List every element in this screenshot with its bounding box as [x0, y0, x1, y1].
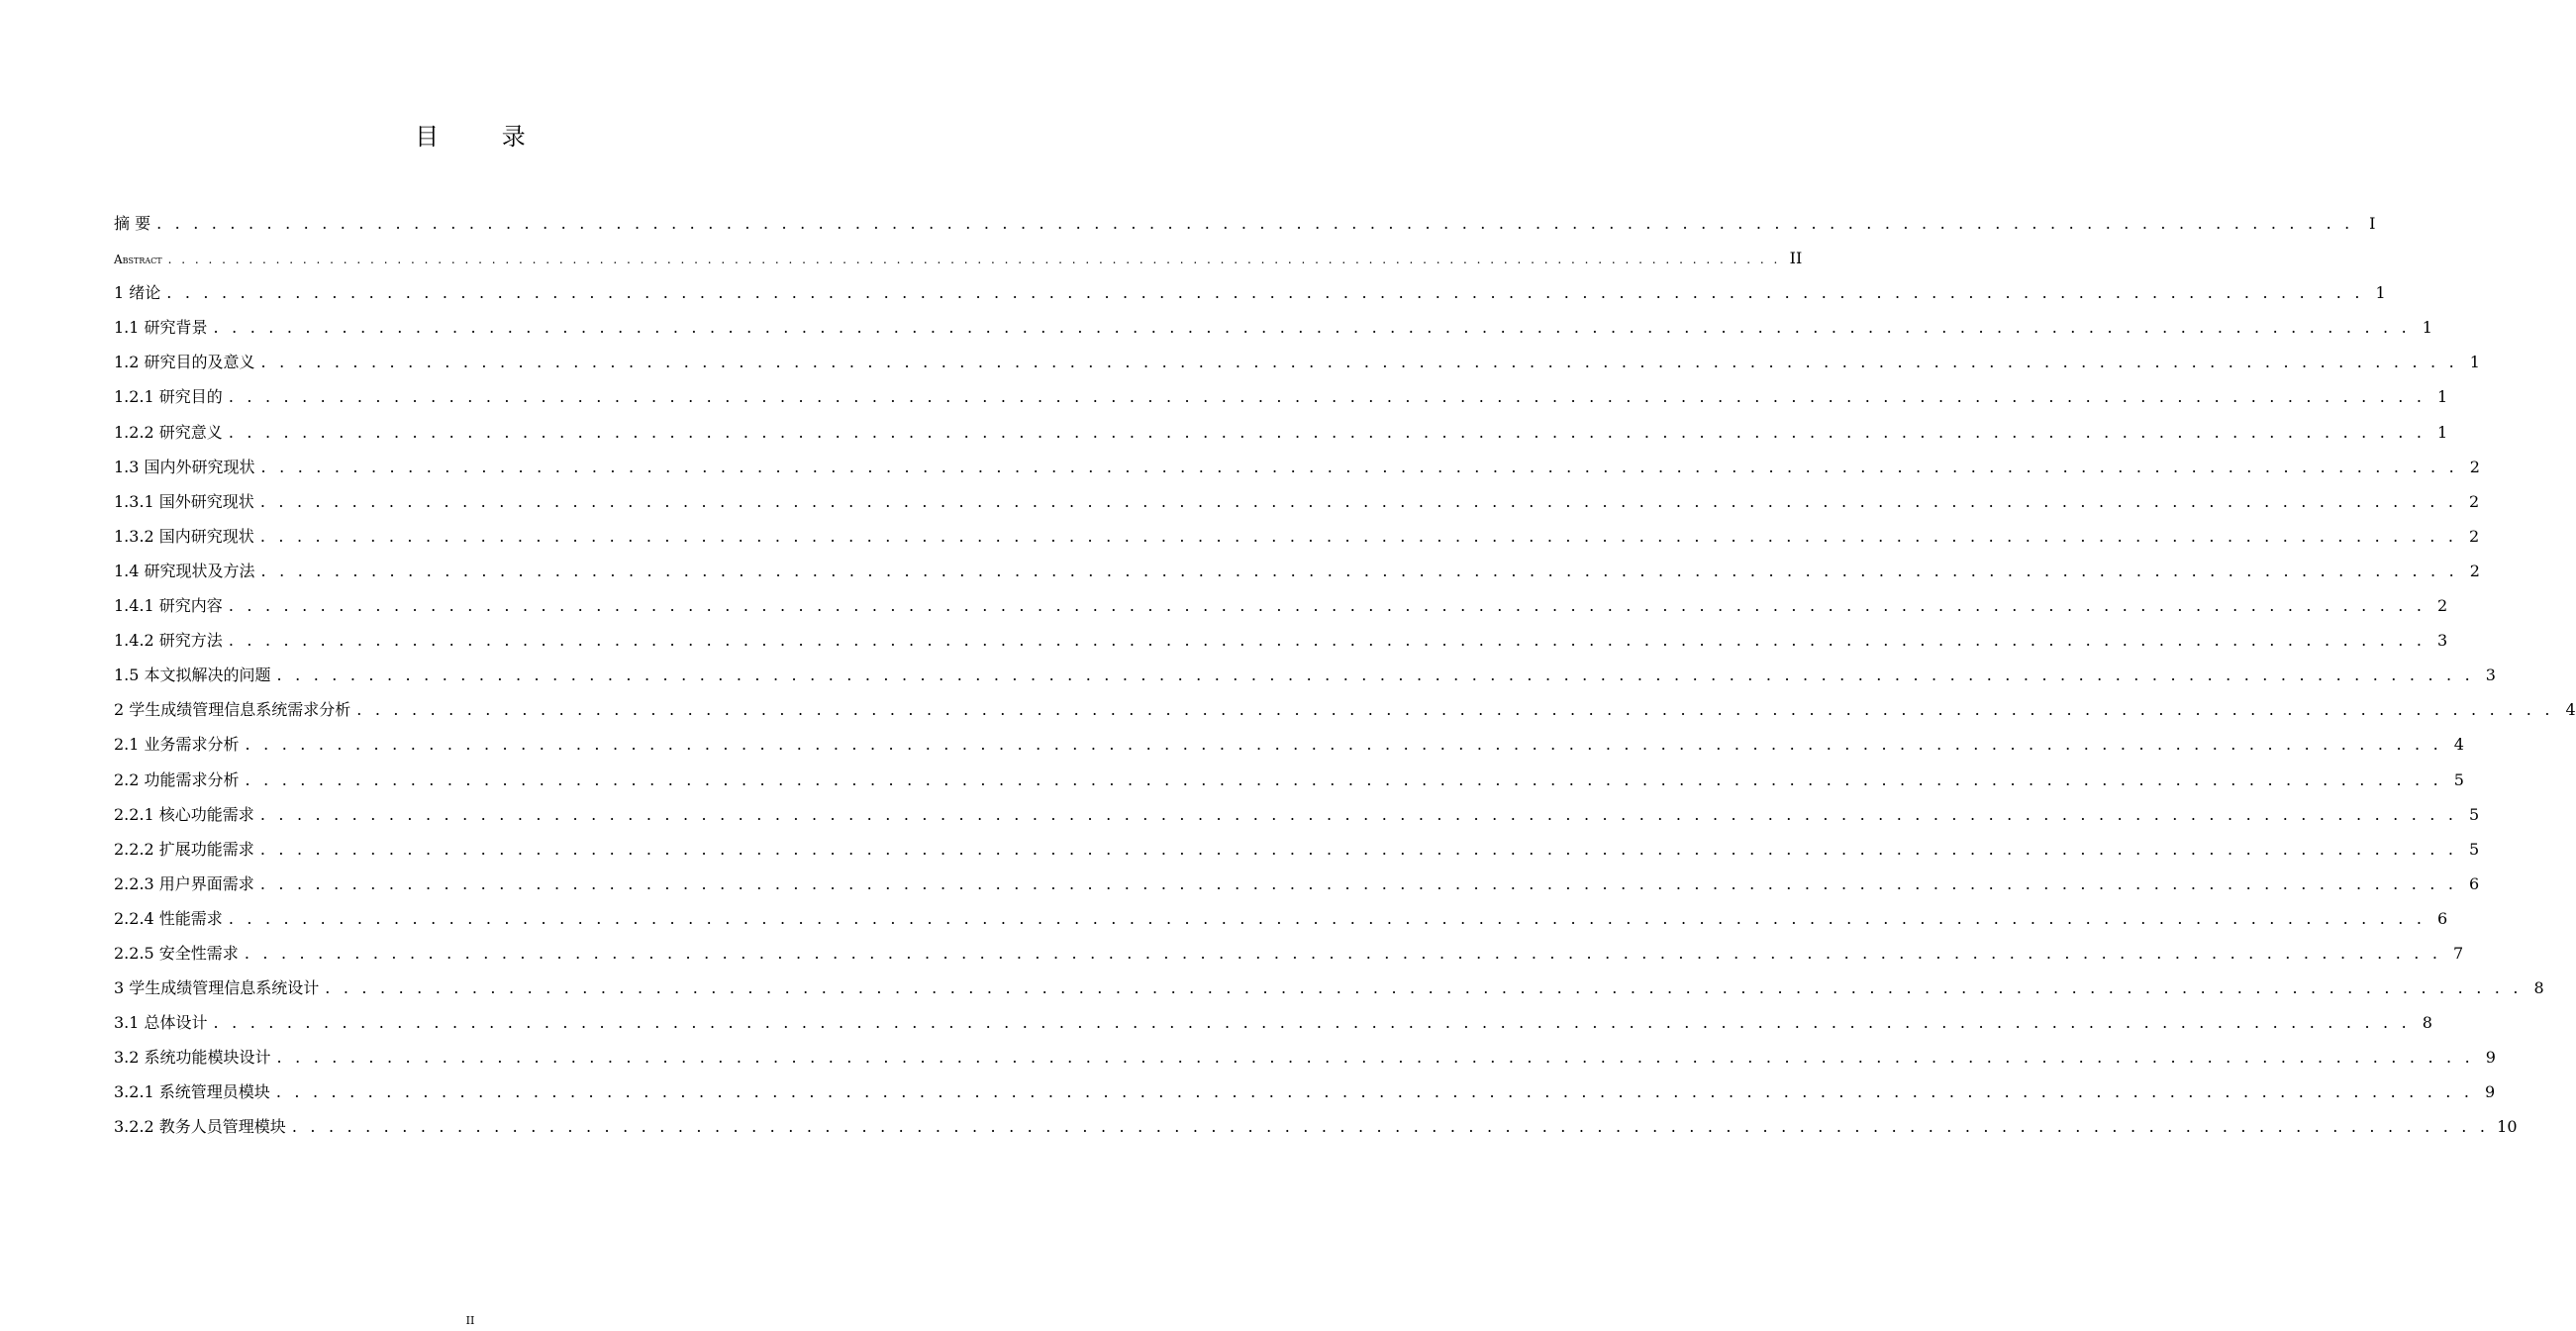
toc-dot-leader: . . . . . . . . . . . . . . . . . . . . . . . . . . . . . . . . . . . . . . . . . . . . . . . . . . . . . . . . . . . . . . . . . . . . . . . . . . . . . . . . . . . . . . . . . . . . . . . . . . . . . . . . . . . . . . . . . . . . . . . . — [166, 283, 2364, 303]
toc-dot-leader: . . . . . . . . . . . . . . . . . . . . . . . . . . . . . . . . . . . . . . . . . . . . . . . . . . . . . . . . . . . . . . . . . . . . . . . . . . . . . . . . . . . . . . . . . . . . . . . . . . . . . . . . . . . . . . . . . . . . . . . . — [228, 631, 2427, 651]
toc-entry-label: 1.2.1 研究目的 — [114, 379, 229, 414]
toc-dot-leader: . . . . . . . . . . . . . . . . . . . . . . . . . . . . . . . . . . . . . . . . . . . . . . . . . . . . . . . . . . . . . . . . . . . . . . . . . . . . . . . . . . . . . . . . . . . . . . . . . . . . . . . . . . . . . . . . . . . . . . . . — [259, 873, 2458, 893]
toc-dot-leader: . . . . . . . . . . . . . . . . . . . . . . . . . . . . . . . . . . . . . . . . . . . . . . . . . . . . . . . . . . . . . . . . . . . . . . . . . . . . . . . . . . . . . . . . . . . . . . . . . . . . . . . . . . . . . . . . . . . . . . . . — [356, 700, 2554, 720]
toc-entry[interactable] — [114, 797, 2480, 832]
toc-entry-label: 1.3.1 国外研究现状 — [114, 484, 260, 519]
toc-entry[interactable] — [114, 832, 2480, 867]
toc-entry-label: 2.1 业务需求分析 — [114, 727, 246, 762]
toc-entry[interactable] — [114, 901, 2448, 936]
toc-dot-leader: . . . . . . . . . . . . . . . . . . . . . . . . . . . . . . . . . . . . . . . . . . . . . . . . . . . . . . . . . . . . . . . . . . . . . . . . . . . . . . . . . . . . . . . . . . . . . . . . . . . . . . . . . . . . . . . . . . . . . . . . — [228, 908, 2427, 928]
toc-entry[interactable] — [114, 345, 2480, 379]
toc-dot-leader: . . . . . . . . . . . . . . . . . . . . . . . . . . . . . . . . . . . . . . . . . . . . . . . . . . . . . . . . . . . . . . . . . . . . . . . . . . . . . . . . . . . . . . . . . . . . . . . . . . . . . . . . . . . . . . . . . . . . . . . . — [156, 214, 2354, 233]
toc-entry[interactable] — [114, 936, 2464, 971]
toc-entry[interactable] — [114, 867, 2480, 901]
toc-entry[interactable] — [114, 971, 2544, 1005]
toc-entry-label: 2.2 功能需求分析 — [114, 763, 246, 797]
toc-entry[interactable] — [114, 310, 2432, 345]
toc-entry-page: 9 — [2484, 1082, 2496, 1102]
toc-entry[interactable] — [114, 1040, 2496, 1075]
toc-list — [114, 206, 2576, 1145]
toc-entry[interactable] — [114, 206, 2376, 241]
toc-entry-page: 6 — [2436, 908, 2448, 928]
toc-entry[interactable] — [114, 658, 2496, 692]
toc-entry[interactable] — [114, 1109, 2518, 1144]
toc-entry-page: 2 — [2468, 526, 2480, 546]
toc-entry-page: 5 — [2468, 804, 2480, 824]
toc-entry-page: 6 — [2468, 873, 2480, 893]
toc-entry-label: 1.4 研究现状及方法 — [114, 554, 261, 588]
toc-dot-leader: . . . . . . . . . . . . . . . . . . . . . . . . . . . . . . . . . . . . . . . . . . . . . . . . . . . . . . . . . . . . . . . . . . . . . . . . . . . . . . . . . . . . . . . . . . . . . . . . . . . . . . . . . . . . . . . . . . . . . . . . — [291, 1117, 2490, 1137]
toc-entry-label: 1.2.2 研究意义 — [114, 415, 229, 450]
toc-entry-page: 5 — [2453, 769, 2464, 789]
toc-entry-page: II — [1789, 249, 1803, 268]
toc-entry-page: 1 — [2375, 283, 2386, 303]
toc-dot-leader: . . . . . . . . . . . . . . . . . . . . . . . . . . . . . . . . . . . . . . . . . . . . . . . . . . . . . . . . . . . . . . . . . . . . . . . . . . . . . . . . . . . . . . . . . . . . . . . . . . . . . . . . . . . . . . . . . . . . . . . . — [275, 1082, 2474, 1102]
toc-entry-page: 1 — [2422, 318, 2432, 338]
toc-dot-leader: . . . . . . . . . . . . . . . . . . . . . . . . . . . . . . . . . . . . . . . . . . . . . . . . . . . . . . . . . . . . . . . . . . . . . . . . . . . . . . . . . . . . . . . . . . . . . . . . . . . . . . . . . . . . . . . . . . . . . . . . — [259, 804, 2458, 824]
toc-entry-label: 2.2.3 用户界面需求 — [114, 867, 260, 901]
toc-dot-leader: . . . . . . . . . . . . . . . . . . . . . . . . . . . . . . . . . . . . . . . . . . . . . . . . . . . . . . . . . . . . . . . . . . . . . . . . . . . . . . . . . . . . . . . . . . . . . . . . . . . . . . . . . . . . . . . . . . . . . . . . — [260, 353, 2458, 372]
toc-entry-label: Abstract — [114, 243, 168, 277]
toc-entry-label: 3.2.2 教务人员管理模块 — [114, 1109, 292, 1144]
toc-entry[interactable] — [114, 588, 2448, 623]
toc-entry-label: 1.1 研究背景 — [114, 310, 214, 345]
toc-entry-label: 1 绪论 — [114, 275, 166, 310]
toc-dot-leader: . . . . . . . . . . . . . . . . . . . . . . . . . . . . . . . . . . . . . . . . . . . . . . . . . . . . . . . . . . . . . . . . . . . . . . . . . . . . . . . . . . . . . . . . . . . . . . . . . . . . . . . . . . . . . . . . . . . . . . . . — [167, 253, 1781, 267]
toc-dot-leader: . . . . . . . . . . . . . . . . . . . . . . . . . . . . . . . . . . . . . . . . . . . . . . . . . . . . . . . . . . . . . . . . . . . . . . . . . . . . . . . . . . . . . . . . . . . . . . . . . . . . . . . . . . . . . . . . . . . . . . . . — [244, 943, 2442, 963]
toc-entry-label: 2.2.2 扩展功能需求 — [114, 832, 260, 867]
toc-entry-page: 2 — [2469, 561, 2480, 580]
toc-entry-page: 1 — [2436, 422, 2448, 442]
toc-entry[interactable] — [114, 450, 2480, 484]
toc-entry[interactable] — [114, 275, 2386, 310]
toc-dot-leader: . . . . . . . . . . . . . . . . . . . . . . . . . . . . . . . . . . . . . . . . . . . . . . . . . . . . . . . . . . . . . . . . . . . . . . . . . . . . . . . . . . . . . . . . . . . . . . . . . . . . . . . . . . . . . . . . . . . . . . . . — [213, 318, 2411, 338]
toc-dot-leader: . . . . . . . . . . . . . . . . . . . . . . . . . . . . . . . . . . . . . . . . . . . . . . . . . . . . . . . . . . . . . . . . . . . . . . . . . . . . . . . . . . . . . . . . . . . . . . . . . . . . . . . . . . . . . . . . . . . . . . . . — [276, 1048, 2474, 1068]
toc-dot-leader: . . . . . . . . . . . . . . . . . . . . . . . . . . . . . . . . . . . . . . . . . . . . . . . . . . . . . . . . . . . . . . . . . . . . . . . . . . . . . . . . . . . . . . . . . . . . . . . . . . . . . . . . . . . . . . . . . . . . . . . . — [228, 387, 2427, 407]
toc-entry[interactable] — [114, 727, 2464, 762]
toc-entry-label: 3.2.1 系统管理员模块 — [114, 1075, 276, 1109]
toc-entry-label: 1.5 本文拟解决的问题 — [114, 658, 277, 692]
toc-dot-leader: . . . . . . . . . . . . . . . . . . . . . . . . . . . . . . . . . . . . . . . . . . . . . . . . . . . . . . . . . . . . . . . . . . . . . . . . . . . . . . . . . . . . . . . . . . . . . . . . . . . . . . . . . . . . . . . . . . . . . . . . — [228, 596, 2427, 616]
toc-dot-leader: . . . . . . . . . . . . . . . . . . . . . . . . . . . . . . . . . . . . . . . . . . . . . . . . . . . . . . . . . . . . . . . . . . . . . . . . . . . . . . . . . . . . . . . . . . . . . . . . . . . . . . . . . . . . . . . . . . . . . . . . — [276, 666, 2474, 685]
toc-entry-label: 3 学生成绩管理信息系统设计 — [114, 971, 325, 1005]
toc-dot-leader: . . . . . . . . . . . . . . . . . . . . . . . . . . . . . . . . . . . . . . . . . . . . . . . . . . . . . . . . . . . . . . . . . . . . . . . . . . . . . . . . . . . . . . . . . . . . . . . . . . . . . . . . . . . . . . . . . . . . . . . . — [259, 491, 2458, 511]
toc-entry-page: I — [2369, 214, 2376, 233]
toc-dot-leader: . . . . . . . . . . . . . . . . . . . . . . . . . . . . . . . . . . . . . . . . . . . . . . . . . . . . . . . . . . . . . . . . . . . . . . . . . . . . . . . . . . . . . . . . . . . . . . . . . . . . . . . . . . . . . . . . . . . . . . . . — [245, 735, 2442, 755]
toc-entry-page: 8 — [2422, 1013, 2432, 1033]
toc-entry[interactable] — [114, 484, 2480, 519]
toc-entry-page: 3 — [2436, 631, 2448, 651]
toc-entry-label: 1.4.2 研究方法 — [114, 623, 229, 658]
toc-dot-leader: . . . . . . . . . . . . . . . . . . . . . . . . . . . . . . . . . . . . . . . . . . . . . . . . . . . . . . . . . . . . . . . . . . . . . . . . . . . . . . . . . . . . . . . . . . . . . . . . . . . . . . . . . . . . . . . . . . . . . . . . — [325, 978, 2523, 998]
toc-entry-label: 1.3 国内外研究现状 — [114, 450, 261, 484]
toc-entry[interactable] — [114, 623, 2448, 658]
toc-entry[interactable] — [114, 692, 2576, 727]
toc-entry-page: 3 — [2485, 666, 2496, 685]
toc-dot-leader: . . . . . . . . . . . . . . . . . . . . . . . . . . . . . . . . . . . . . . . . . . . . . . . . . . . . . . . . . . . . . . . . . . . . . . . . . . . . . . . . . . . . . . . . . . . . . . . . . . . . . . . . . . . . . . . . . . . . . . . . — [228, 422, 2427, 442]
toc-entry[interactable] — [114, 1075, 2496, 1109]
toc-dot-leader: . . . . . . . . . . . . . . . . . . . . . . . . . . . . . . . . . . . . . . . . . . . . . . . . . . . . . . . . . . . . . . . . . . . . . . . . . . . . . . . . . . . . . . . . . . . . . . . . . . . . . . . . . . . . . . . . . . . . . . . . — [213, 1013, 2411, 1033]
toc-entry[interactable] — [114, 519, 2480, 554]
toc-entry-page: 4 — [2565, 700, 2576, 720]
toc-entry-label: 3.1 总体设计 — [114, 1005, 214, 1040]
toc-entry-label: 2.2.4 性能需求 — [114, 901, 229, 936]
toc-entry-label: 1.3.2 国内研究现状 — [114, 519, 260, 554]
toc-entry-page: 7 — [2452, 943, 2464, 963]
toc-entry-page: 2 — [2468, 491, 2480, 511]
toc-entry-label: 2.2.5 安全性需求 — [114, 936, 245, 971]
toc-entry[interactable] — [114, 763, 2464, 797]
toc-title: 目 录 — [415, 123, 553, 151]
toc-entry-label: 摘 要 — [114, 206, 156, 241]
toc-dot-leader: . . . . . . . . . . . . . . . . . . . . . . . . . . . . . . . . . . . . . . . . . . . . . . . . . . . . . . . . . . . . . . . . . . . . . . . . . . . . . . . . . . . . . . . . . . . . . . . . . . . . . . . . . . . . . . . . . . . . . . . . — [260, 561, 2458, 580]
toc-entry[interactable] — [114, 241, 1803, 275]
toc-entry-page: 9 — [2485, 1048, 2496, 1068]
toc-entry-label: 1.2 研究目的及意义 — [114, 345, 261, 379]
toc-entry-page: 1 — [2469, 353, 2480, 372]
toc-entry-page: 5 — [2468, 839, 2480, 859]
toc-entry-label: 3.2 系统功能模块设计 — [114, 1040, 277, 1075]
toc-entry[interactable] — [114, 1005, 2432, 1040]
toc-entry-page: 2 — [2469, 457, 2480, 476]
toc-dot-leader: . . . . . . . . . . . . . . . . . . . . . . . . . . . . . . . . . . . . . . . . . . . . . . . . . . . . . . . . . . . . . . . . . . . . . . . . . . . . . . . . . . . . . . . . . . . . . . . . . . . . . . . . . . . . . . . . . . . . . . . . — [260, 457, 2458, 476]
toc-entry[interactable] — [114, 554, 2480, 588]
toc-entry-page: 8 — [2533, 978, 2544, 998]
toc-entry-page: 4 — [2453, 735, 2464, 755]
toc-entry-label: 2 学生成绩管理信息系统需求分析 — [114, 692, 356, 727]
toc-entry-label: 2.2.1 核心功能需求 — [114, 797, 260, 832]
page-number: II — [465, 1314, 475, 1327]
toc-entry[interactable] — [114, 415, 2448, 450]
toc-dot-leader: . . . . . . . . . . . . . . . . . . . . . . . . . . . . . . . . . . . . . . . . . . . . . . . . . . . . . . . . . . . . . . . . . . . . . . . . . . . . . . . . . . . . . . . . . . . . . . . . . . . . . . . . . . . . . . . . . . . . . . . . — [245, 769, 2442, 789]
toc-entry-label: 1.4.1 研究内容 — [114, 588, 229, 623]
toc-entry-page: 10 — [2497, 1117, 2518, 1137]
toc-entry-page: 2 — [2436, 596, 2448, 616]
toc-entry[interactable] — [114, 379, 2448, 414]
toc-dot-leader: . . . . . . . . . . . . . . . . . . . . . . . . . . . . . . . . . . . . . . . . . . . . . . . . . . . . . . . . . . . . . . . . . . . . . . . . . . . . . . . . . . . . . . . . . . . . . . . . . . . . . . . . . . . . . . . . . . . . . . . . — [259, 839, 2458, 859]
toc-entry-page: 1 — [2436, 387, 2448, 407]
toc-dot-leader: . . . . . . . . . . . . . . . . . . . . . . . . . . . . . . . . . . . . . . . . . . . . . . . . . . . . . . . . . . . . . . . . . . . . . . . . . . . . . . . . . . . . . . . . . . . . . . . . . . . . . . . . . . . . . . . . . . . . . . . . — [259, 526, 2458, 546]
